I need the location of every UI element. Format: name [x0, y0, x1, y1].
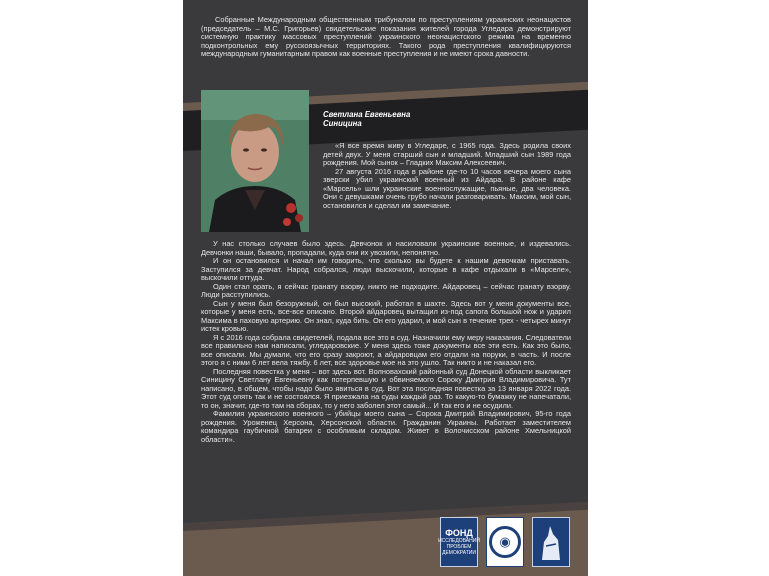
logo-row — [440, 517, 570, 567]
testimony-paragraph: И он остановился и начал им говорить, что сколько вы будете к нашим девочкам приставать. Заступился за девчат. Народ собрался, люди выскочили, которые в кафе отдыхали в «Марселе», выскочили оттуда. — [201, 256, 571, 282]
fund-logo: ФОНД ИССЛЕДОВАНИЙ ПРОБЛЕМ ДЕМОКРАТИИ — [440, 517, 478, 567]
monument-icon — [536, 522, 566, 562]
testimony-paragraph: Сын у меня был безоружный, он был высокий, работал в шахте. Здесь вот у меня документы все, которые у меня есть, все-все описано. Второй айдаровец вытащил из-под сапога большой нож и ударил Максима в паховую артерию. Он знал, куда бить. Он его ударил, и мой сын в течение трех - четырех минут истек кровью. — [201, 298, 571, 333]
testimony-paragraph: «Я все время живу в Угледаре, с 1965 года. Здесь родила своих детей двух. У меня старший сын и младший. Младший сын 1989 года рождения. Мой сынок – Гладких Максим Алексеевич. — [323, 141, 571, 167]
globe-icon: ◉ — [489, 526, 521, 558]
testimony-paragraph: Один стал орать, я сейчас гранату взорву, никто не подходите. Айдаровец – сейчас гранату взорву. Люди расступились. — [201, 281, 571, 299]
witness-name: Светлана Евгеньевна Синицина — [323, 110, 411, 128]
tribunal-emblem-logo — [486, 517, 524, 567]
testimony-paragraph: У нас столько случаев было здесь. Девчонок и насиловали украинские военные, и издевались. Девчонки наши, бывало, пропадали, куда они их увозили, непонятно. — [201, 239, 571, 257]
document-page — [183, 0, 588, 576]
testimony-full-column — [201, 240, 571, 444]
testimony-side-column — [323, 142, 571, 210]
witness-photo — [201, 90, 309, 232]
testimony-paragraph: Последняя повестка у меня – вот здесь вот. Волновахский районный суд Донецкой области выкликает Синицину Светлану Евгеньевну как потерпевшую и обвиняемого Сороку Дмитрия Владимировича. Тут написано, в общем, чтобы надо было явиться в суд. Вот эта последняя повестка за 13 января 2022 года. Этот суд опять так и не состоялся. Я приезжала на суды каждый раз. То какую-то бумажку не напечатали, то он, значит, где-то там на сборах, то у него заболел этот самый... И так его и не осудили. — [201, 366, 571, 410]
testimony-paragraph: Фамилия украинского военного – убийцы моего сына – Сорока Дмитрий Владимирович, 95-го года рождения. Уроженец Херсона, Херсонской области. Гражданин Украины. Работает заместителем командира гаубичной батареи с особливым складом. Живет в Волочисском районе Хмельницкой области». — [201, 409, 571, 444]
testimony-paragraph: 27 августа 2016 года в районе где-то 10 часов вечера моего сына зверски убил украинский военный из Айдара. В районе кафе «Марсель» шли украинские военнослужащие, пьяные, два человека. Они с девушками очень грубо начали разговаривать. Максим, мой сын, остановился и сделал им замечание. — [323, 166, 571, 210]
monument-logo — [532, 517, 570, 567]
testimony-paragraph: Я с 2016 года собрала свидетелей, подала все это в суд. Назначили ему меру наказания. Следователи все правильно нам написали, угледаровские. У меня здесь тоже документы все эти есть. Как это было, все описали. Мы думали, что его сразу закроют, а айдаровцам его отдали на поруки, в часть. И после этого я с ними 6 лет вела тяжбу. 6 лет, все здоровье мое на это ушло. Так никто и не наказал его. — [201, 332, 571, 367]
intro-paragraph: Собранные Международным общественным трибуналом по преступлениям украинских неонацистов (председатель – М.С. Григорьев) свидетельские показания жителей города Угледара демонстрируют системную практику массовых преступлений украинского неонацистского режима на временно подконтрольных ему русскоязычных территориях. Такого рода преступления квалифицируются международным гуманитарным правом как военные преступления и не имеют срока давности. — [201, 15, 571, 58]
